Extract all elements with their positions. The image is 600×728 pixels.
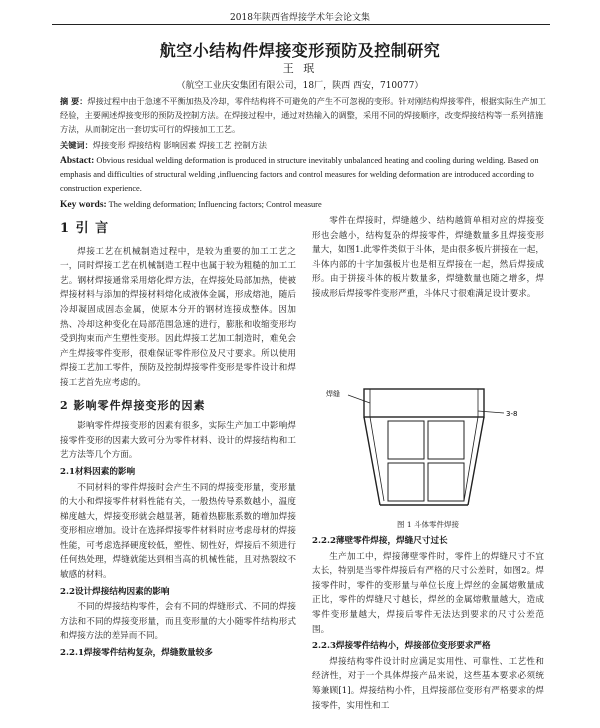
header-rule [52, 24, 550, 25]
bucket-top-frame [364, 389, 484, 417]
keywords-cn-text: 焊接变形 焊接结构 影响因素 焊接工艺 控制方法 [92, 140, 267, 150]
section-2-2-2-title: 2.2.2薄壁零件焊接，焊缝尺寸过长 [312, 536, 448, 546]
section-2-2-1-title: 2.2.1焊接零件结构复杂，焊缝数量较多 [60, 648, 213, 659]
section-1-title: 1 引 言 [60, 221, 110, 236]
keywords-cn [60, 138, 548, 152]
figure-label-right: 3-8 [506, 410, 518, 418]
cell-3 [388, 463, 424, 501]
abstract-en-label: Abstact: [60, 156, 95, 166]
affiliation: （航空工业庆安集团有限公司，18厂，陕西 西安，710077） [176, 81, 424, 91]
right-column-bottom [312, 532, 544, 713]
section-2-2-title: 2.2设计焊接结构因素的影响 [60, 586, 170, 597]
keywords-en-text: The welding deformation; Influencing factors; Control measure [108, 200, 322, 209]
section-2-1-title: 2.1材料因素的影响 [60, 466, 136, 477]
left-column [60, 216, 296, 662]
section-2-2-3-paragraph: 焊接结构零件设计时应满足实用性、可靠性、工艺性和经济性，对于一个具体焊接产品来说，这些基本要求必须统筹兼顾[1]。焊接结构小件，且焊接部位变形有严格要求的焊接零件，实用性和工 [312, 656, 544, 711]
right-column-top [312, 214, 544, 302]
abstract-cn-text: 焊接过程中由于急速不平衡加热及冷却，零件结构将不可避免的产生不可忽视的变形。针对刚结构焊接零件，根据实际生产加工经验，主要阐述焊接变形的预防及控制方法。在焊接过程中，通过对热输入的调整，采用不同的焊接顺序，改变焊接结构等一系列措施方法，从而制定出一套切实可行的焊接加工工艺。 [60, 96, 546, 134]
bucket-diagram [318, 383, 534, 515]
author: 王 珉 [282, 62, 318, 75]
right-paragraph-1: 零件在焊接时，焊缝越少、结构越简单相对应的焊接变形也会越小，结构复杂的焊接零件，焊缝数量多且焊接变形量大，如图1.此零件类似于斗体，是由很多板片拼接在一起，斗体内部的十字加强板片也是相互焊接在一起，然后焊接成形。由于拼接斗体的板片数量多，焊缝数量也随之增多，焊接成形后焊接零件变形严重，斗体尺寸很难满足设计要求。 [312, 216, 544, 299]
section-2-paragraph: 影响零件焊接变形的因素有很多，实际生产加工中影响焊接零件变形的因素大致可分为零件材料、设计的焊接结构和工艺方法等几个方面。 [60, 421, 296, 461]
figure-1-caption: 图 1 斗体零件焊接 [396, 520, 460, 529]
keywords-en-label: Key words: [60, 200, 107, 210]
keywords-cn-label: 关键词： [60, 140, 93, 150]
section-2-2-2-paragraph: 生产加工中，焊接薄壁零件时，零件上的焊缝尺寸不宜太长，特别是当零件焊接后有严格的尺寸公差时，如图2。焊接零件时，零件的变形量与单位长度上焊丝的金属熔敷量成正比，零件的焊缝尺寸越长，焊丝的金属熔敷量越大，造成零件变形量越大，焊接后零件无法达到要求的尺寸公差范围。 [312, 551, 544, 635]
section-2-2-paragraph: 不同的焊接结构零件，会有不同的焊缝形式、不同的焊接方法和不同的焊接变形量，而且变形量的大小随零件结构形式和焊接方法的差异而不同。 [60, 602, 296, 642]
abstract-cn [60, 94, 548, 136]
section-2-1-paragraph: 不同材料的零件焊接时会产生不同的焊接变形量，变形量的大小和焊接零件材料性能有关，一般热传导系数越小，温度梯度越大，焊接变形就会越显著，随着热膨胀系数的增加焊接变形相应增加。设计在选择焊接零件材料时应考虑母材的焊接性能，可考虑选择硬度较低，塑性、韧性好，焊接后不须进行任何热处理，焊缝就能达到相当高的机械性能，且对热裂纹不敏感的材料。 [60, 482, 296, 581]
abstract-en-text: Obvious residual welding deformation is produced in structure inevitably unbalanced heating and cooling during welding. Based on emphasis and difficulties of structural welding ,influencing factors and control measures for welding deformation are introduced according to construction experience. [60, 156, 539, 193]
cell-2 [428, 421, 464, 459]
figure-label-left: 焊缝 [326, 390, 340, 398]
section-2-title: 2 影响零件焊接变形的因素 [60, 398, 206, 412]
abstract-cn-label: 摘 要： [60, 96, 88, 106]
running-header: 2018年陕西省焊接学术年会论文集 [230, 13, 370, 23]
paper-title: 航空小结构件焊接变形预防及控制研究 [159, 41, 441, 60]
cell-4 [428, 463, 464, 501]
cell-1 [388, 421, 424, 459]
abstract-en [60, 154, 548, 196]
keywords-en [60, 198, 548, 212]
section-2-2-3-title: 2.2.3焊接零件结构小，焊接部位变形要求严格 [312, 641, 491, 652]
figure-1 [318, 383, 534, 515]
section-1-paragraph: 焊接工艺在机械制造过程中，是较为重要的加工工艺之一，同时焊接工艺在机械制造工程中也属于较为粗糙的加工工艺。钢材焊接通常采用熔化焊方法，在焊接处局部加热，使被焊接材料与添加的焊接材料熔化成液体金属，形成熔池，随后冷却凝固成固态金属，使原本分开的钢材连接成整体。因加热、冷却这种变化在局部范围急速的进行，膨胀和收缩变形均受到拘束而产生塑性变形。因此焊接工艺加工制造时，难免会产生焊接零件变形，很难保证零件形位及尺寸要求。所以使用焊接工艺加工零件，预防及控制焊接零件变形是零件设计和焊接工艺首先应考虑的。 [60, 246, 296, 388]
